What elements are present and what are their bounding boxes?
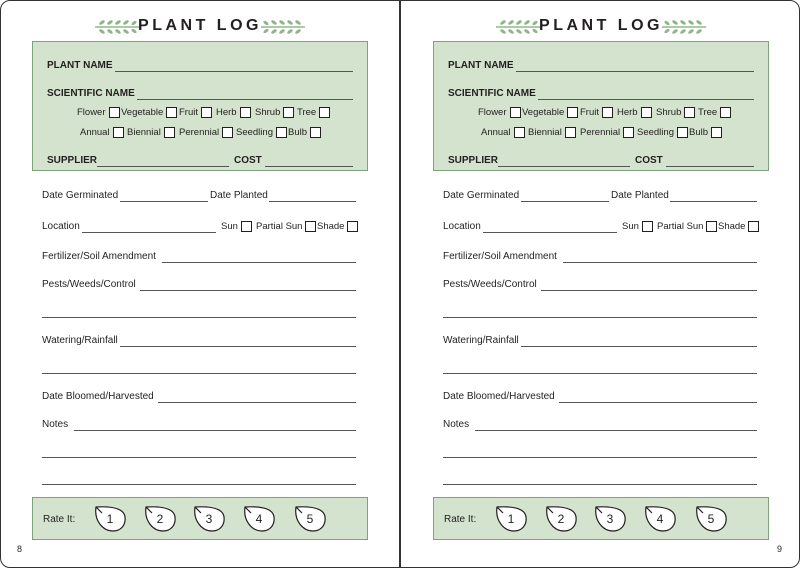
- rating-number: 2: [557, 512, 565, 526]
- option-fruit[interactable]: [580, 107, 613, 118]
- fertilizer-line[interactable]: [563, 262, 757, 263]
- rating-box: [32, 497, 368, 540]
- notes-line-3[interactable]: [42, 484, 356, 485]
- supplier-line[interactable]: [498, 166, 630, 167]
- checkbox-icon[interactable]: [113, 127, 124, 138]
- checkbox-icon[interactable]: [641, 107, 652, 118]
- option-biennial[interactable]: [528, 127, 576, 138]
- notes-line-2[interactable]: [443, 457, 757, 458]
- notes-line[interactable]: [74, 430, 356, 431]
- option-label: Vegetable: [522, 107, 565, 118]
- option-sun[interactable]: [221, 221, 252, 232]
- option-label: Annual: [481, 127, 511, 138]
- option-biennial[interactable]: [127, 127, 175, 138]
- checkbox-icon[interactable]: [310, 127, 321, 138]
- notes-line-3[interactable]: [443, 484, 757, 485]
- rating-number: 2: [156, 512, 164, 526]
- checkbox-icon[interactable]: [166, 107, 177, 118]
- rating-number: 5: [707, 512, 715, 526]
- option-label: Shrub: [656, 107, 682, 118]
- scientific-name-label: SCIENTIFIC NAME: [448, 88, 536, 99]
- option-label: Partial Sun: [657, 221, 704, 232]
- plant-name-line[interactable]: [516, 71, 754, 72]
- checkbox-icon[interactable]: [623, 127, 634, 138]
- option-label: Seedling: [236, 127, 273, 138]
- cost-label: COST: [234, 155, 262, 166]
- pests-label: Pests/Weeds/Control: [443, 279, 537, 290]
- fertilizer-label: Fertilizer/Soil Amendment: [42, 251, 156, 262]
- checkbox-icon[interactable]: [109, 107, 120, 118]
- checkbox-icon[interactable]: [305, 221, 316, 232]
- checkbox-icon[interactable]: [240, 107, 251, 118]
- plant-name-label: PLANT NAME: [448, 60, 514, 71]
- date-bloomed-label: Date Bloomed/Harvested: [443, 391, 555, 402]
- watering-line-2[interactable]: [443, 373, 757, 374]
- option-partial-sun[interactable]: [256, 221, 316, 232]
- checkbox-icon[interactable]: [241, 221, 252, 232]
- checkbox-icon[interactable]: [748, 221, 759, 232]
- option-label: Perennial: [580, 127, 621, 138]
- option-annual[interactable]: [481, 127, 525, 138]
- option-label: Shrub: [255, 107, 281, 118]
- rating-leaf-1[interactable]: [93, 504, 127, 534]
- supplier-line[interactable]: [97, 166, 229, 167]
- scientific-name-label: SCIENTIFIC NAME: [47, 88, 135, 99]
- option-label: Fruit: [179, 107, 198, 118]
- option-label: Sun: [622, 221, 639, 232]
- location-line[interactable]: [483, 232, 617, 233]
- checkbox-icon[interactable]: [567, 107, 578, 118]
- option-label: Flower: [478, 107, 507, 118]
- page-number: 9: [777, 544, 783, 554]
- option-tree[interactable]: [297, 107, 330, 118]
- option-label: Tree: [297, 107, 317, 118]
- option-herb[interactable]: [216, 107, 251, 118]
- notes-label: Notes: [42, 419, 69, 430]
- rating-leaf-1[interactable]: [494, 504, 528, 534]
- checkbox-icon[interactable]: [283, 107, 294, 118]
- option-shrub[interactable]: [656, 107, 695, 118]
- plant-info-box: [433, 41, 769, 171]
- option-label: Partial Sun: [256, 221, 303, 232]
- page-right: [401, 0, 800, 568]
- option-shade[interactable]: [718, 221, 759, 232]
- location-label: Location: [42, 221, 80, 232]
- scientific-name-line[interactable]: [538, 99, 754, 100]
- rating-number: 4: [656, 512, 664, 526]
- checkbox-icon[interactable]: [711, 127, 722, 138]
- date-planted-label: Date Planted: [210, 190, 268, 201]
- checkbox-icon[interactable]: [642, 221, 653, 232]
- rating-leaf-2[interactable]: [143, 504, 177, 534]
- rating-number: 3: [606, 512, 614, 526]
- plant-name-label: PLANT NAME: [47, 60, 113, 71]
- title-row: [401, 15, 800, 39]
- option-label: Perennial: [179, 127, 220, 138]
- watering-line[interactable]: [120, 346, 356, 347]
- fertilizer-label: Fertilizer/Soil Amendment: [443, 251, 557, 262]
- plant-name-line[interactable]: [115, 71, 353, 72]
- option-label: Bulb: [689, 127, 709, 138]
- rating-leaf-2[interactable]: [544, 504, 578, 534]
- rating-leaf-3[interactable]: [192, 504, 226, 534]
- date-germinated-label: Date Germinated: [42, 190, 119, 201]
- date-planted-label: Date Planted: [611, 190, 669, 201]
- location-line[interactable]: [82, 232, 216, 233]
- cost-label: COST: [635, 155, 663, 166]
- option-label: Biennial: [127, 127, 161, 138]
- plant-info-box: [32, 41, 368, 171]
- option-label: Fruit: [580, 107, 599, 118]
- rate-it-label: Rate It:: [43, 514, 76, 525]
- date-bloomed-label: Date Bloomed/Harvested: [42, 391, 154, 402]
- checkbox-icon[interactable]: [347, 221, 358, 232]
- checkbox-icon[interactable]: [602, 107, 613, 118]
- pests-label: Pests/Weeds/Control: [42, 279, 136, 290]
- pests-line[interactable]: [140, 290, 356, 291]
- option-tree[interactable]: [698, 107, 731, 118]
- option-herb[interactable]: [617, 107, 652, 118]
- checkbox-icon[interactable]: [510, 107, 521, 118]
- supplier-label: SUPPLIER: [448, 155, 499, 166]
- option-label: Sun: [221, 221, 238, 232]
- checkbox-icon[interactable]: [720, 107, 731, 118]
- pests-line[interactable]: [541, 290, 757, 291]
- option-label: Biennial: [528, 127, 562, 138]
- notes-line[interactable]: [475, 430, 757, 431]
- rating-number: 3: [205, 512, 213, 526]
- date-planted-line[interactable]: [269, 201, 356, 202]
- date-bloomed-line[interactable]: [559, 402, 757, 403]
- option-label: Vegetable: [121, 107, 164, 118]
- option-seedling[interactable]: [637, 127, 688, 138]
- checkbox-icon[interactable]: [706, 221, 717, 232]
- rating-number: 1: [507, 512, 515, 526]
- option-label: Annual: [80, 127, 110, 138]
- option-perennial[interactable]: [580, 127, 634, 138]
- checkbox-icon[interactable]: [684, 107, 695, 118]
- checkbox-icon[interactable]: [565, 127, 576, 138]
- notes-line-2[interactable]: [42, 457, 356, 458]
- option-label: Shade: [317, 221, 345, 232]
- option-partial-sun[interactable]: [657, 221, 717, 232]
- cost-line[interactable]: [666, 166, 754, 167]
- date-bloomed-line[interactable]: [158, 402, 356, 403]
- rating-leaf-5[interactable]: [694, 504, 728, 534]
- option-flower[interactable]: [77, 107, 120, 118]
- date-planted-line[interactable]: [670, 201, 757, 202]
- option-label: Flower: [77, 107, 106, 118]
- date-germinated-label: Date Germinated: [443, 190, 520, 201]
- cost-line[interactable]: [265, 166, 353, 167]
- fertilizer-line[interactable]: [162, 262, 356, 263]
- option-label: Herb: [617, 107, 638, 118]
- pests-line-2[interactable]: [42, 317, 356, 318]
- title-row: [0, 15, 400, 39]
- pests-line-2[interactable]: [443, 317, 757, 318]
- watering-label: Watering/Rainfall: [443, 335, 519, 346]
- page-number: 8: [17, 544, 23, 554]
- checkbox-icon[interactable]: [319, 107, 330, 118]
- fern-sprig-icon: [659, 17, 709, 37]
- option-vegetable[interactable]: [522, 107, 578, 118]
- rating-box: [433, 497, 769, 540]
- checkbox-icon[interactable]: [514, 127, 525, 138]
- watering-line[interactable]: [521, 346, 757, 347]
- option-label: Shade: [718, 221, 746, 232]
- rating-number: 1: [106, 512, 114, 526]
- option-fruit[interactable]: [179, 107, 212, 118]
- checkbox-icon[interactable]: [201, 107, 212, 118]
- scientific-name-line[interactable]: [137, 99, 353, 100]
- watering-label: Watering/Rainfall: [42, 335, 118, 346]
- checkbox-icon[interactable]: [164, 127, 175, 138]
- checkbox-icon[interactable]: [276, 127, 287, 138]
- location-label: Location: [443, 221, 481, 232]
- option-shade[interactable]: [317, 221, 358, 232]
- rating-leaf-5[interactable]: [293, 504, 327, 534]
- notes-label: Notes: [443, 419, 470, 430]
- option-label: Bulb: [288, 127, 308, 138]
- date-germinated-line[interactable]: [120, 201, 208, 202]
- option-label: Seedling: [637, 127, 674, 138]
- option-vegetable[interactable]: [121, 107, 177, 118]
- option-label: Tree: [698, 107, 718, 118]
- option-seedling[interactable]: [236, 127, 287, 138]
- rating-leaf-4[interactable]: [643, 504, 677, 534]
- checkbox-icon[interactable]: [222, 127, 233, 138]
- option-sun[interactable]: [622, 221, 653, 232]
- option-perennial[interactable]: [179, 127, 233, 138]
- option-shrub[interactable]: [255, 107, 294, 118]
- supplier-label: SUPPLIER: [47, 155, 98, 166]
- fern-sprig-icon: [258, 17, 308, 37]
- page-title: PLANT LOG: [138, 17, 262, 34]
- page-title: PLANT LOG: [539, 17, 663, 34]
- rating-number: 4: [255, 512, 263, 526]
- option-label: Herb: [216, 107, 237, 118]
- option-flower[interactable]: [478, 107, 521, 118]
- checkbox-icon[interactable]: [677, 127, 688, 138]
- watering-line-2[interactable]: [42, 373, 356, 374]
- option-bulb[interactable]: [689, 127, 722, 138]
- option-bulb[interactable]: [288, 127, 321, 138]
- option-annual[interactable]: [80, 127, 124, 138]
- rating-leaf-3[interactable]: [593, 504, 627, 534]
- rating-number: 5: [306, 512, 314, 526]
- rate-it-label: Rate It:: [444, 514, 477, 525]
- date-germinated-line[interactable]: [521, 201, 609, 202]
- rating-leaf-4[interactable]: [242, 504, 276, 534]
